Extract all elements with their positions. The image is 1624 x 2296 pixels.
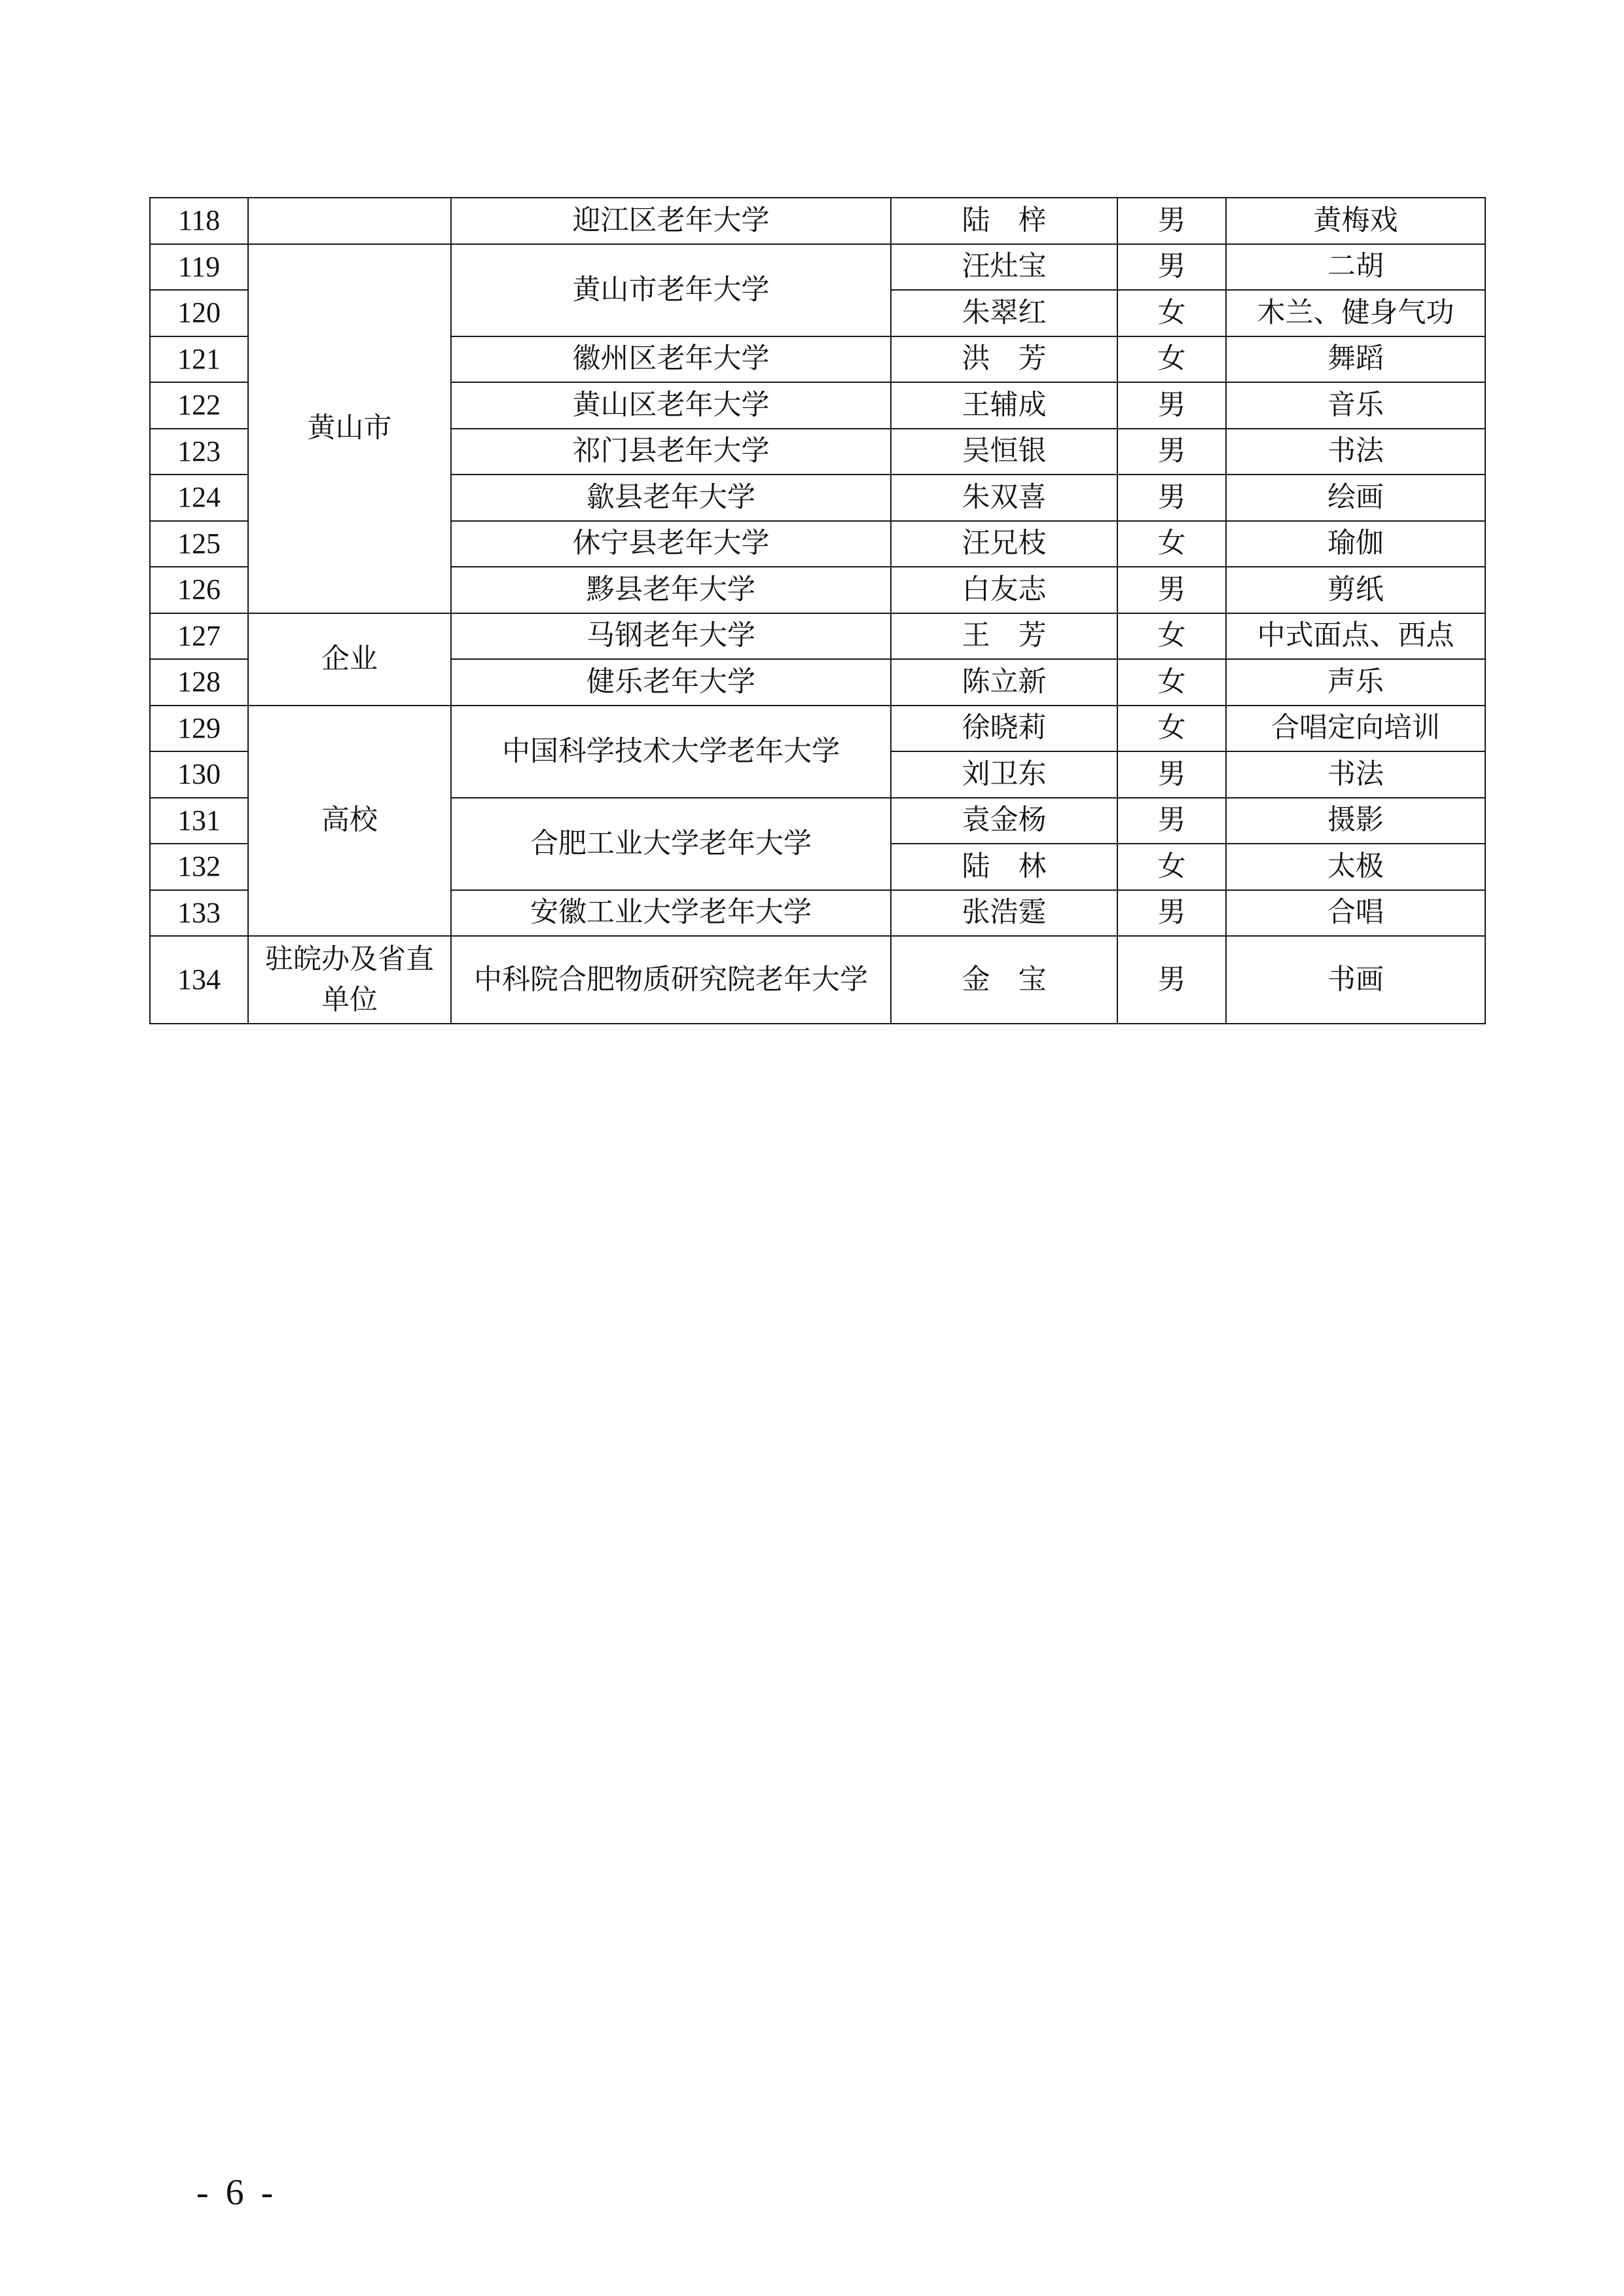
gender-cell: 女 xyxy=(1117,659,1226,706)
name-cell: 袁金杨 xyxy=(891,798,1117,844)
name-cell: 王辅成 xyxy=(891,382,1117,429)
specialty-cell: 中式面点、西点 xyxy=(1226,613,1485,660)
row-number: 125 xyxy=(150,521,248,567)
row-number: 128 xyxy=(150,659,248,706)
gender-cell: 男 xyxy=(1117,751,1226,798)
school-cell: 中科院合肥物质研究院老年大学 xyxy=(451,936,891,1024)
row-number: 119 xyxy=(150,244,248,291)
row-number: 130 xyxy=(150,751,248,798)
specialty-cell: 合唱定向培训 xyxy=(1226,706,1485,752)
specialty-cell: 绘画 xyxy=(1226,475,1485,521)
school-cell: 中国科学技术大学老年大学 xyxy=(451,706,891,798)
row-number: 120 xyxy=(150,290,248,336)
gender-cell: 女 xyxy=(1117,290,1226,336)
member-table xyxy=(149,197,1486,1024)
row-number: 124 xyxy=(150,475,248,521)
name-cell: 洪 芳 xyxy=(891,336,1117,383)
gender-cell: 女 xyxy=(1117,706,1226,752)
table-row xyxy=(150,706,1485,752)
region-cell: 高校 xyxy=(248,706,451,937)
region-cell: 企业 xyxy=(248,613,451,706)
row-number: 133 xyxy=(150,890,248,937)
row-number: 129 xyxy=(150,706,248,752)
name-cell: 陈立新 xyxy=(891,659,1117,706)
row-number: 122 xyxy=(150,382,248,429)
gender-cell: 男 xyxy=(1117,798,1226,844)
name-cell: 徐晓莉 xyxy=(891,706,1117,752)
specialty-cell: 舞蹈 xyxy=(1226,336,1485,383)
school-cell: 合肥工业大学老年大学 xyxy=(451,798,891,890)
specialty-cell: 声乐 xyxy=(1226,659,1485,706)
specialty-cell: 太极 xyxy=(1226,844,1485,890)
school-cell: 黄山市老年大学 xyxy=(451,244,891,336)
region-cell: 黄山市 xyxy=(248,244,451,613)
row-number: 127 xyxy=(150,613,248,660)
gender-cell: 男 xyxy=(1117,244,1226,291)
gender-cell: 男 xyxy=(1117,429,1226,475)
gender-cell: 男 xyxy=(1117,936,1226,1024)
school-cell: 马钢老年大学 xyxy=(451,613,891,660)
row-number: 134 xyxy=(150,936,248,1024)
row-number: 126 xyxy=(150,567,248,613)
specialty-cell: 瑜伽 xyxy=(1226,521,1485,567)
school-cell: 迎江区老年大学 xyxy=(451,198,891,244)
specialty-cell: 木兰、健身气功 xyxy=(1226,290,1485,336)
name-cell: 张浩霆 xyxy=(891,890,1117,937)
gender-cell: 女 xyxy=(1117,613,1226,660)
school-cell: 休宁县老年大学 xyxy=(451,521,891,567)
row-number: 131 xyxy=(150,798,248,844)
school-cell: 祁门县老年大学 xyxy=(451,429,891,475)
specialty-cell: 剪纸 xyxy=(1226,567,1485,613)
school-cell: 健乐老年大学 xyxy=(451,659,891,706)
specialty-cell: 合唱 xyxy=(1226,890,1485,937)
school-cell: 歙县老年大学 xyxy=(451,475,891,521)
name-cell: 朱双喜 xyxy=(891,475,1117,521)
specialty-cell: 摄影 xyxy=(1226,798,1485,844)
table-row xyxy=(150,244,1485,291)
region-cell: 驻皖办及省直单位 xyxy=(248,936,451,1024)
region-cell xyxy=(248,198,451,244)
name-cell: 汪灶宝 xyxy=(891,244,1117,291)
specialty-cell: 书法 xyxy=(1226,751,1485,798)
name-cell: 白友志 xyxy=(891,567,1117,613)
gender-cell: 女 xyxy=(1117,521,1226,567)
name-cell: 刘卫东 xyxy=(891,751,1117,798)
school-cell: 黟县老年大学 xyxy=(451,567,891,613)
gender-cell: 男 xyxy=(1117,567,1226,613)
name-cell: 金 宝 xyxy=(891,936,1117,1024)
specialty-cell: 二胡 xyxy=(1226,244,1485,291)
row-number: 123 xyxy=(150,429,248,475)
school-cell: 安徽工业大学老年大学 xyxy=(451,890,891,937)
school-cell: 徽州区老年大学 xyxy=(451,336,891,383)
gender-cell: 男 xyxy=(1117,475,1226,521)
table-row xyxy=(150,198,1485,244)
name-cell: 陆 林 xyxy=(891,844,1117,890)
name-cell: 汪兄枝 xyxy=(891,521,1117,567)
gender-cell: 男 xyxy=(1117,890,1226,937)
row-number: 132 xyxy=(150,844,248,890)
table-row xyxy=(150,936,1485,1024)
gender-cell: 女 xyxy=(1117,336,1226,383)
name-cell: 王 芳 xyxy=(891,613,1117,660)
specialty-cell: 书画 xyxy=(1226,936,1485,1024)
gender-cell: 女 xyxy=(1117,844,1226,890)
table-row xyxy=(150,613,1485,660)
name-cell: 吴恒银 xyxy=(891,429,1117,475)
specialty-cell: 音乐 xyxy=(1226,382,1485,429)
school-cell: 黄山区老年大学 xyxy=(451,382,891,429)
page-number: - 6 - xyxy=(196,2172,278,2213)
name-cell: 陆 梓 xyxy=(891,198,1117,244)
gender-cell: 男 xyxy=(1117,198,1226,244)
specialty-cell: 书法 xyxy=(1226,429,1485,475)
name-cell: 朱翠红 xyxy=(891,290,1117,336)
row-number: 118 xyxy=(150,198,248,244)
row-number: 121 xyxy=(150,336,248,383)
gender-cell: 男 xyxy=(1117,382,1226,429)
specialty-cell: 黄梅戏 xyxy=(1226,198,1485,244)
